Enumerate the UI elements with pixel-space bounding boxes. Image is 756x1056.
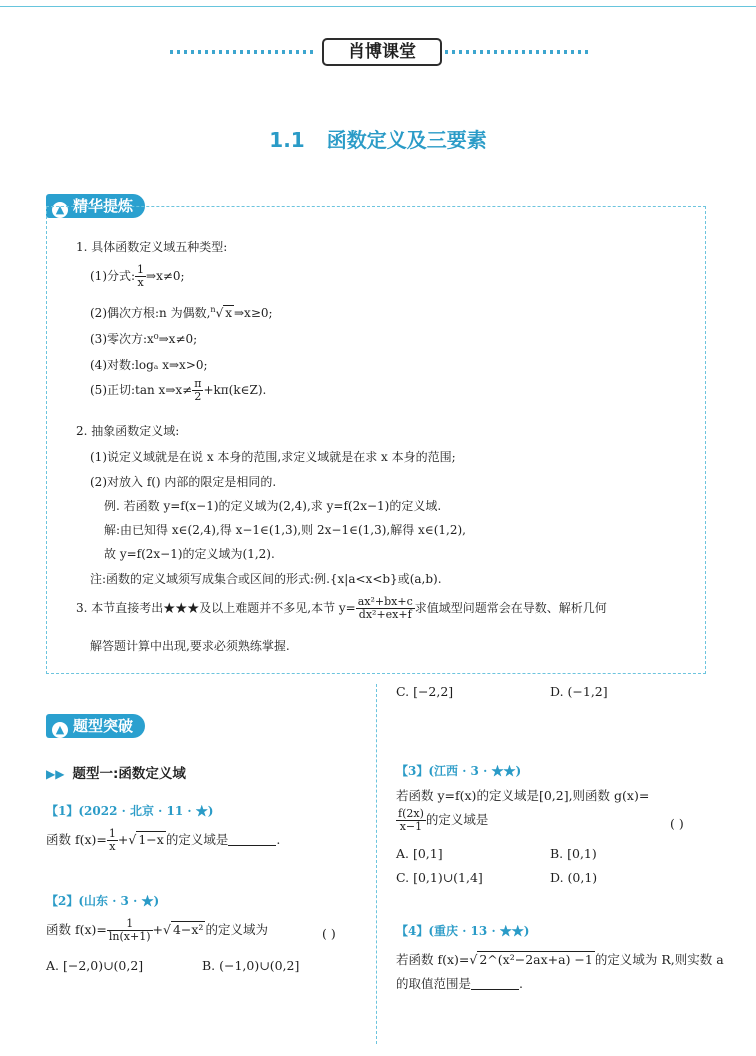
question-2-answer-paren: ( ) — [322, 926, 336, 941]
question-2-option-c: C. [−2,2] — [396, 684, 454, 699]
essence-item-fraction: (1)分式: $\frac{1}{x}$ ⇒x≠0; — [90, 263, 185, 289]
section-title — [0, 124, 756, 153]
essence-abstract-2: (2)对放入 f() 内部的限定是相同的. — [90, 475, 277, 489]
banner-dots-right — [445, 50, 590, 54]
rocket-icon: ▲ — [52, 722, 68, 738]
question-4-line1: 若函数 f(x)=√ 2^(x²−2ax+a) −1 的定义域为 R,则实数 a — [396, 952, 724, 967]
essence-point-2: 2. 抽象函数定义域: — [76, 424, 180, 438]
question-2-text: 函数 f(x)= $\frac{1}{\ln(x+1)}$ +√ 4−x² 的定义域为 — [46, 917, 268, 943]
essence-note: 注:函数的定义域须写成集合或区间的形式:例.{x|a<x<b}或(a,b). — [90, 572, 442, 586]
brand-banner — [170, 38, 590, 64]
section-name: 函数定义及三要素 — [326, 128, 487, 152]
essence-item-log: (4)对数:logₐ x⇒x>0; — [90, 358, 208, 372]
question-3-line1: 若函数 y=f(x)的定义域是[0,2],则函数 g(x)= — [396, 788, 650, 803]
example-solution-1: 解:由已知得 x∈(2,4),得 x−1∈(1,3),则 2x−1∈(1,3),解得 x∈(1,2), — [104, 523, 466, 537]
question-3-option-c: C. [0,1)∪(1,4] — [396, 870, 483, 885]
practice-tag-label: 题型突破 — [73, 717, 134, 735]
question-3-option-a: A. [0,1] — [396, 846, 443, 861]
top-rule — [0, 6, 756, 7]
essence-item-root: (2)偶次方根:n 为偶数,$^n$√ x ⇒x≥0; — [90, 305, 273, 320]
essence-tag-label: 精华提炼 — [73, 197, 134, 215]
question-2-option-a: A. [−2,0)∪(0,2] — [46, 958, 144, 973]
question-2-header: 【2】(山东 · 3 · ★) — [46, 894, 160, 908]
essence-point-3: 3. 本节直接考出★★★及以上难题并不多见,本节 y= $\frac{\text{ax²+bx+c}}{\text{dx²+ex+f}}$ 求值域型问题常会在导数、解析几何 — [76, 595, 607, 621]
question-2-option-b: B. (−1,0)∪(0,2] — [202, 958, 300, 973]
section-number: 1.1 — [269, 128, 305, 152]
question-3-line2: $\frac{f(2x)}{x-1}$ 的定义域是 — [398, 807, 489, 833]
answer-blank[interactable] — [228, 833, 276, 846]
double-arrow-icon: ▶▶ — [46, 767, 65, 781]
question-1-header: 【1】(2022 · 北京 · 11 · ★) — [46, 804, 214, 818]
essence-abstract-1: (1)说定义域就是在说 x 本身的范围,求定义域就是在求 x 本身的范围; — [90, 450, 456, 464]
type-heading — [46, 762, 186, 782]
question-1-text: 函数 f(x)= $\frac{1}{x}$ +√ 1−x 的定义域是 . — [46, 827, 281, 853]
question-4-line2: 的取值范围是 . — [396, 976, 523, 991]
question-3-option-b: B. [0,1) — [550, 846, 597, 861]
type-heading-label: 题型一:函数定义域 — [72, 766, 186, 782]
example-question: 例. 若函数 y=f(x−1)的定义域为(2,4),求 y=f(2x−1)的定义域. — [104, 499, 442, 513]
question-3-header: 【3】(江西 · 3 · ★★) — [396, 764, 522, 778]
example-solution-2: 故 y=f(2x−1)的定义域为(1,2). — [104, 547, 275, 561]
question-2-option-d: D. (−1,2] — [550, 684, 608, 699]
brand-title: 肖博课堂 — [322, 38, 442, 66]
essence-item-tan: (5)正切:tan x⇒x≠ $\frac{\pi}{2}$ +kπ(k∈Z). — [90, 377, 267, 403]
practice-tag — [46, 714, 145, 738]
answer-blank[interactable] — [471, 977, 519, 990]
question-3-answer-paren: ( ) — [670, 816, 684, 831]
question-3-option-d: D. (0,1) — [550, 870, 598, 885]
essence-point-1: 1. 具体函数定义域五种类型: — [76, 240, 228, 254]
banner-dots-left — [170, 50, 315, 54]
essence-point-3-line2: 解答题计算中出现,要求必须熟练掌握. — [90, 639, 290, 653]
question-4-header: 【4】(重庆 · 13 · ★★) — [396, 924, 530, 938]
essence-item-zero-power: (3)零次方:x⁰⇒x≠0; — [90, 332, 198, 346]
graduation-cap-icon: ▲ — [52, 202, 68, 218]
column-divider — [376, 684, 377, 1044]
